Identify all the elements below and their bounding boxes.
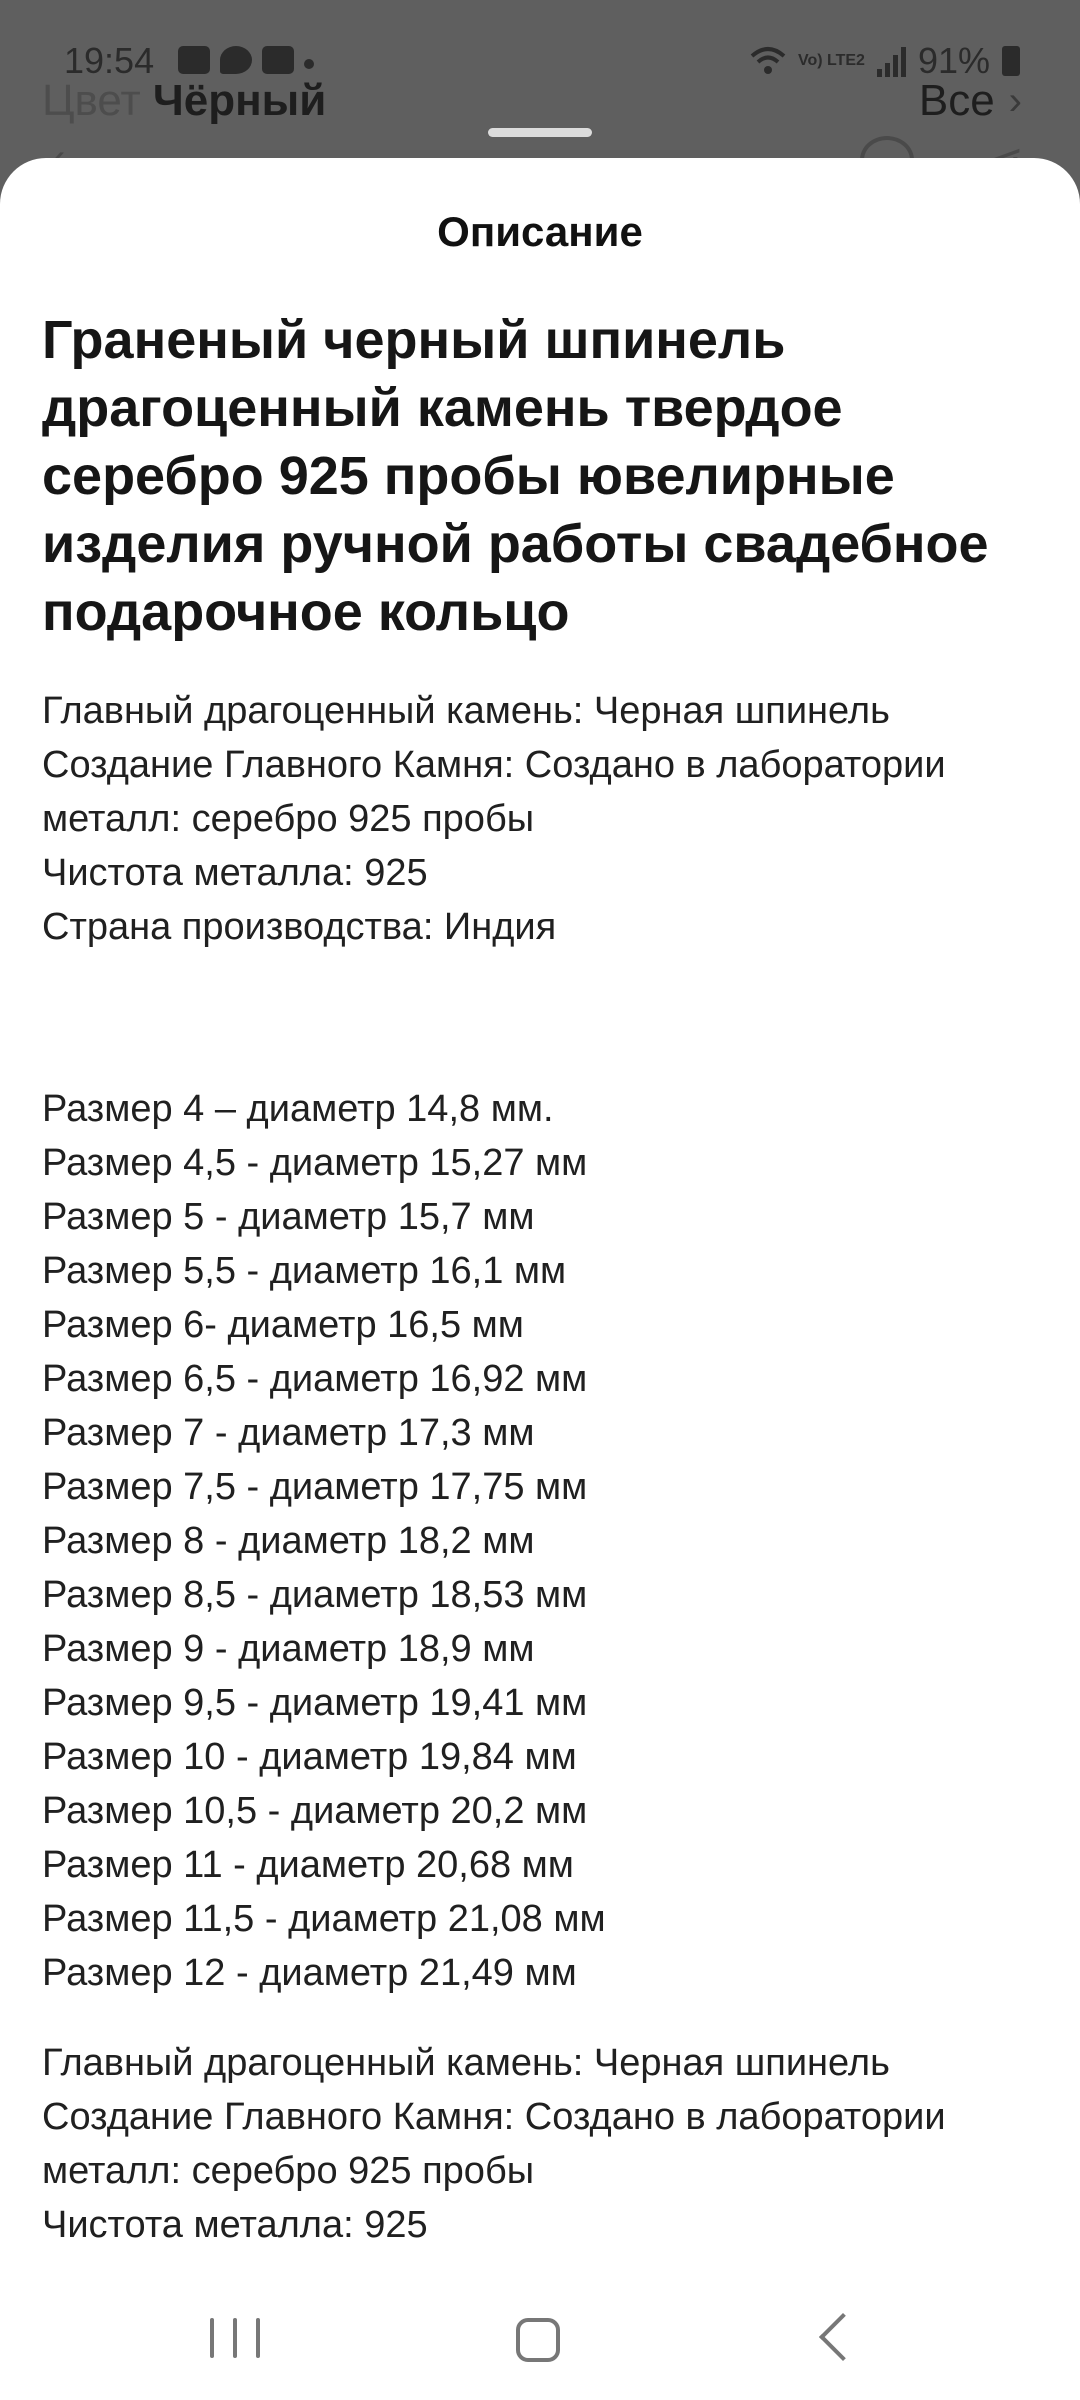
wifi-icon (750, 46, 786, 76)
detail-line: металл: серебро 925 пробы (42, 798, 535, 840)
size-line: Размер 7 - диаметр 17,3 мм (42, 1412, 535, 1454)
product-title: Граненый черный шпинель драгоценный камень твердое серебро 925 пробы ювелирные изделия ручной работы свадебное подарочное кольцо (42, 310, 989, 642)
system-nav-bar (0, 2276, 1080, 2400)
home-icon[interactable] (516, 2318, 560, 2362)
size-line: Размер 12 - диаметр 21,49 мм (42, 1952, 577, 1994)
dot-icon (304, 59, 314, 69)
drag-handle-bar[interactable] (488, 128, 592, 137)
network-label: Vo) LTE2 (797, 52, 865, 69)
gallery-icon (178, 46, 210, 74)
sheet-title: Описание (437, 208, 643, 255)
back-icon[interactable] (819, 2313, 867, 2361)
detail-line: Страна производства: Индия (42, 906, 557, 948)
color-value: Чёрный (152, 76, 327, 125)
detail-line: Главный драгоценный камень: Черная шпинель (42, 2042, 890, 2084)
size-list (42, 1082, 1052, 2000)
size-line: Размер 7,5 - диаметр 17,75 мм (42, 1466, 588, 1508)
color-row (42, 76, 326, 126)
signal-icon (877, 45, 906, 77)
recents-icon[interactable] (210, 2318, 260, 2358)
description-sheet (0, 158, 1080, 2400)
all-link-label: Все (918, 76, 995, 125)
chevron-right-icon: › (1008, 78, 1022, 123)
size-line: Размер 5 - диаметр 15,7 мм (42, 1196, 535, 1238)
detail-line: Чистота металла: 925 (42, 2204, 428, 2246)
detail-line: металл: серебро 925 пробы (42, 2150, 535, 2192)
notification-icons (178, 46, 314, 74)
size-line: Размер 9 - диаметр 18,9 мм (42, 1628, 535, 1670)
color-key: Цвет (42, 76, 141, 125)
status-time: 19:54 (64, 40, 155, 81)
size-line: Размер 4,5 - диаметр 15,27 мм (42, 1142, 588, 1184)
size-line: Размер 8,5 - диаметр 18,53 мм (42, 1574, 588, 1616)
detail-line: Главный драгоценный камень: Черная шпинель (42, 690, 890, 732)
size-line: Размер 10 - диаметр 19,84 мм (42, 1736, 577, 1778)
size-line: Размер 8 - диаметр 18,2 мм (42, 1520, 535, 1562)
size-line: Размер 11,5 - диаметр 21,08 мм (42, 1898, 606, 1940)
battery-charging-icon (1002, 46, 1020, 76)
size-line: Размер 6- диаметр 16,5 мм (42, 1304, 524, 1346)
size-line: Размер 6,5 - диаметр 16,92 мм (42, 1358, 588, 1400)
size-line: Размер 5,5 - диаметр 16,1 мм (42, 1250, 567, 1292)
chat-icon (220, 46, 252, 74)
battery-percent: 91% (917, 40, 990, 81)
size-line: Размер 9,5 - диаметр 19,41 мм (42, 1682, 588, 1724)
size-line: Размер 10,5 - диаметр 20,2 мм (42, 1790, 588, 1832)
detail-line: Создание Главного Камня: Создано в лаборатории (42, 744, 946, 786)
detail-line: Создание Главного Камня: Создано в лаборатории (42, 2096, 946, 2138)
details-top (42, 684, 1052, 954)
details-bottom (42, 2036, 1052, 2252)
youtube-icon (262, 46, 294, 74)
detail-line: Чистота металла: 925 (42, 852, 428, 894)
all-link[interactable] (919, 76, 1022, 126)
size-line: Размер 11 - диаметр 20,68 мм (42, 1844, 574, 1886)
size-line: Размер 4 – диаметр 14,8 мм. (42, 1088, 554, 1130)
